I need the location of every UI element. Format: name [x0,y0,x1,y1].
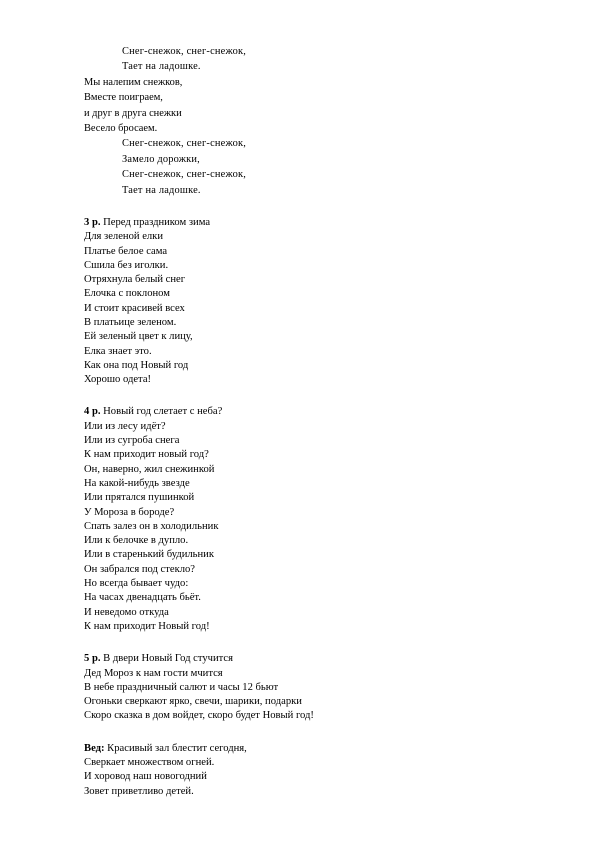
verse-line: На часах двенадцать бьёт. [84,592,201,604]
verse-line: К нам приходит новый год? [84,449,209,461]
verse-line: Платье белое сама [84,245,168,257]
verse-line: У Мороза в бороде? [84,506,175,518]
verse-line: Елка знает это. [84,345,152,357]
verse-line: На какой-нибудь звезде [84,477,190,489]
verse-line: Или в старенький будильник [84,549,214,561]
verse-line: Спать залез он в холодильник [84,520,219,532]
verse-1 [84,44,564,198]
verse-line: В платьице зеленом. [84,316,177,328]
verse-line: Перед праздником зима [103,216,211,228]
verse-first-line [84,742,564,756]
verse-line: Мы налепим снежков, [84,76,183,88]
verse-line: Для зеленой елки [84,231,163,243]
verse-line: И стоит красивей всех [84,302,185,314]
verse-line: Отряхнула белый снег [84,274,186,286]
verse-line: Елочка с поклоном [84,288,170,300]
verse-line: Он забрался под стекло? [84,563,196,575]
verse-4 [84,405,564,634]
verse-line: Сверкает множеством огней. [84,757,215,768]
verse-first-line [84,216,564,230]
verse-line: и друг в друга снежки [84,107,182,119]
speaker-label: Вед: [84,742,105,754]
verse-line: Хорошо одета! [84,374,152,386]
verse-line: Огоньки сверкают ярко, свечи, шарики, подарки [84,696,302,708]
host-lines [84,742,564,799]
verse-line: Или к белочке в дупло. [84,535,189,547]
verse-first-line [84,652,564,666]
verse-line: Скоро сказка в дом войдет, скоро будет Новый год! [84,710,314,722]
verse-5 [84,652,564,723]
verse-line: И неведомо откуда [84,606,169,618]
verse-3 [84,216,564,388]
verse-line: Замело дорожки, [122,153,200,165]
verse-line: Сшила без иголки. [84,259,169,271]
verse-line: Ей зеленый цвет к лицу, [84,331,193,343]
verse-line: Зовет приветливо детей. [84,785,194,797]
verse-first-line [84,405,564,419]
speaker-label: 3 р. [84,216,101,228]
verse-line: Дед Мороз к нам гости мчится [84,667,223,679]
verse-line: Тает на ладошке. [122,61,201,73]
verse-line: В небе праздничный салют и часы 12 бьют [84,681,279,693]
speaker-label: 4 р. [84,406,101,418]
verse-line: Или прятался пушинкой [84,492,195,504]
speaker-label: 5 р. [84,653,101,665]
verse-line: Красивый зал блестит сегодня, [107,742,247,754]
verse-line: Или из сугроба снега [84,435,180,447]
verse-line: Снег-снежок, снег-снежок, [122,46,247,57]
verse-line: Новый год слетает с неба? [103,406,223,418]
verse-line: Вместе поиграем, [84,92,163,104]
verse-line: В двери Новый Год стучится [103,653,233,665]
verse-line: Снег-снежок, снег-снежок, [122,138,247,150]
verse-line: Тает на ладошке. [122,184,201,196]
verse-line: Снег-снежок, снег-снежок, [122,169,247,181]
text-block [84,44,564,799]
verse-line: И хоровод наш новогодний [84,771,207,783]
verse-line: Но всегда бывает чудо: [84,578,189,590]
verse-line: Весело бросаем. [84,122,158,134]
verse-line: К нам приходит Новый год! [84,620,210,632]
verse-line: Или из лесу идёт? [84,420,166,432]
verse-line: Как она под Новый год [84,359,189,371]
verse-line: Он, наверно, жил снежинкой [84,463,215,475]
